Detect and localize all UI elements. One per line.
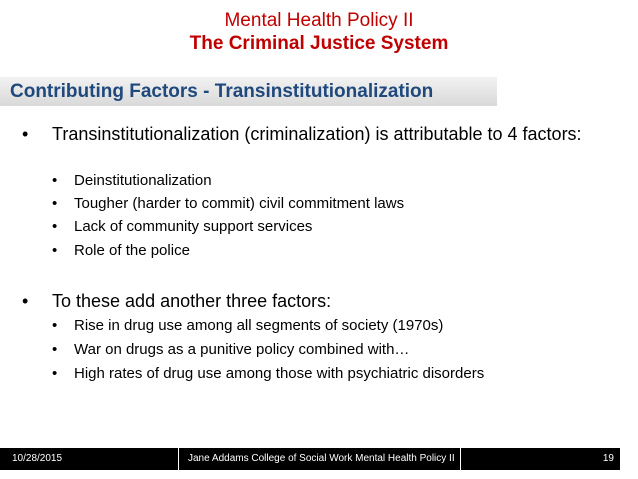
footer-text: Jane Addams College of Social Work Mental Health Policy II bbox=[188, 453, 455, 464]
slide-number: 19 bbox=[602, 453, 614, 464]
footer-divider bbox=[178, 448, 179, 470]
bullet-dot: • bbox=[52, 317, 58, 334]
bullet-dot: • bbox=[52, 218, 58, 235]
sub-bullet-item bbox=[52, 340, 612, 360]
sub-bullet-item bbox=[52, 194, 612, 214]
sub-bullet-item bbox=[52, 217, 612, 237]
slide-title-line2: The Criminal Justice System bbox=[189, 33, 449, 54]
sub-bullet-item bbox=[52, 171, 612, 191]
sub-bullet-item bbox=[52, 364, 612, 384]
sub-bullet-text: Role of the police bbox=[74, 242, 190, 259]
bullet-item bbox=[22, 123, 602, 145]
bullet-text: To these add another three factors: bbox=[52, 291, 332, 311]
bullet-item bbox=[22, 290, 602, 312]
sub-bullet-text: Rise in drug use among all segments of society (1970s) bbox=[74, 317, 444, 334]
bullet-dot: • bbox=[52, 365, 58, 382]
sub-bullet-text: Deinstitutionalization bbox=[74, 172, 212, 189]
footer-divider bbox=[460, 448, 461, 470]
sub-bullet-text: Tougher (harder to commit) civil commitment laws bbox=[74, 195, 405, 212]
sub-bullet-item bbox=[52, 241, 612, 261]
slide-subtitle: Contributing Factors - Transinstitutionalization bbox=[10, 81, 434, 102]
bullet-dot: • bbox=[52, 172, 58, 189]
sub-bullet-text: High rates of drug use among those with psychiatric disorders bbox=[74, 365, 485, 382]
footer-date: 10/28/2015 bbox=[12, 453, 63, 464]
slide-footer bbox=[0, 448, 620, 470]
sub-bullet-item bbox=[52, 316, 612, 336]
bullet-dot: • bbox=[52, 242, 58, 259]
sub-bullet-text: War on drugs as a punitive policy combined with… bbox=[74, 341, 410, 358]
bullet-dot: • bbox=[22, 291, 29, 311]
bullet-dot: • bbox=[52, 341, 58, 358]
bullet-text: Transinstitutionalization (criminalization) is attributable to 4 factors: bbox=[52, 124, 582, 144]
bullet-dot: • bbox=[52, 195, 58, 212]
bullet-dot: • bbox=[22, 124, 29, 144]
sub-bullet-text: Lack of community support services bbox=[74, 218, 313, 235]
slide-title: Mental Health Policy II bbox=[224, 10, 414, 31]
